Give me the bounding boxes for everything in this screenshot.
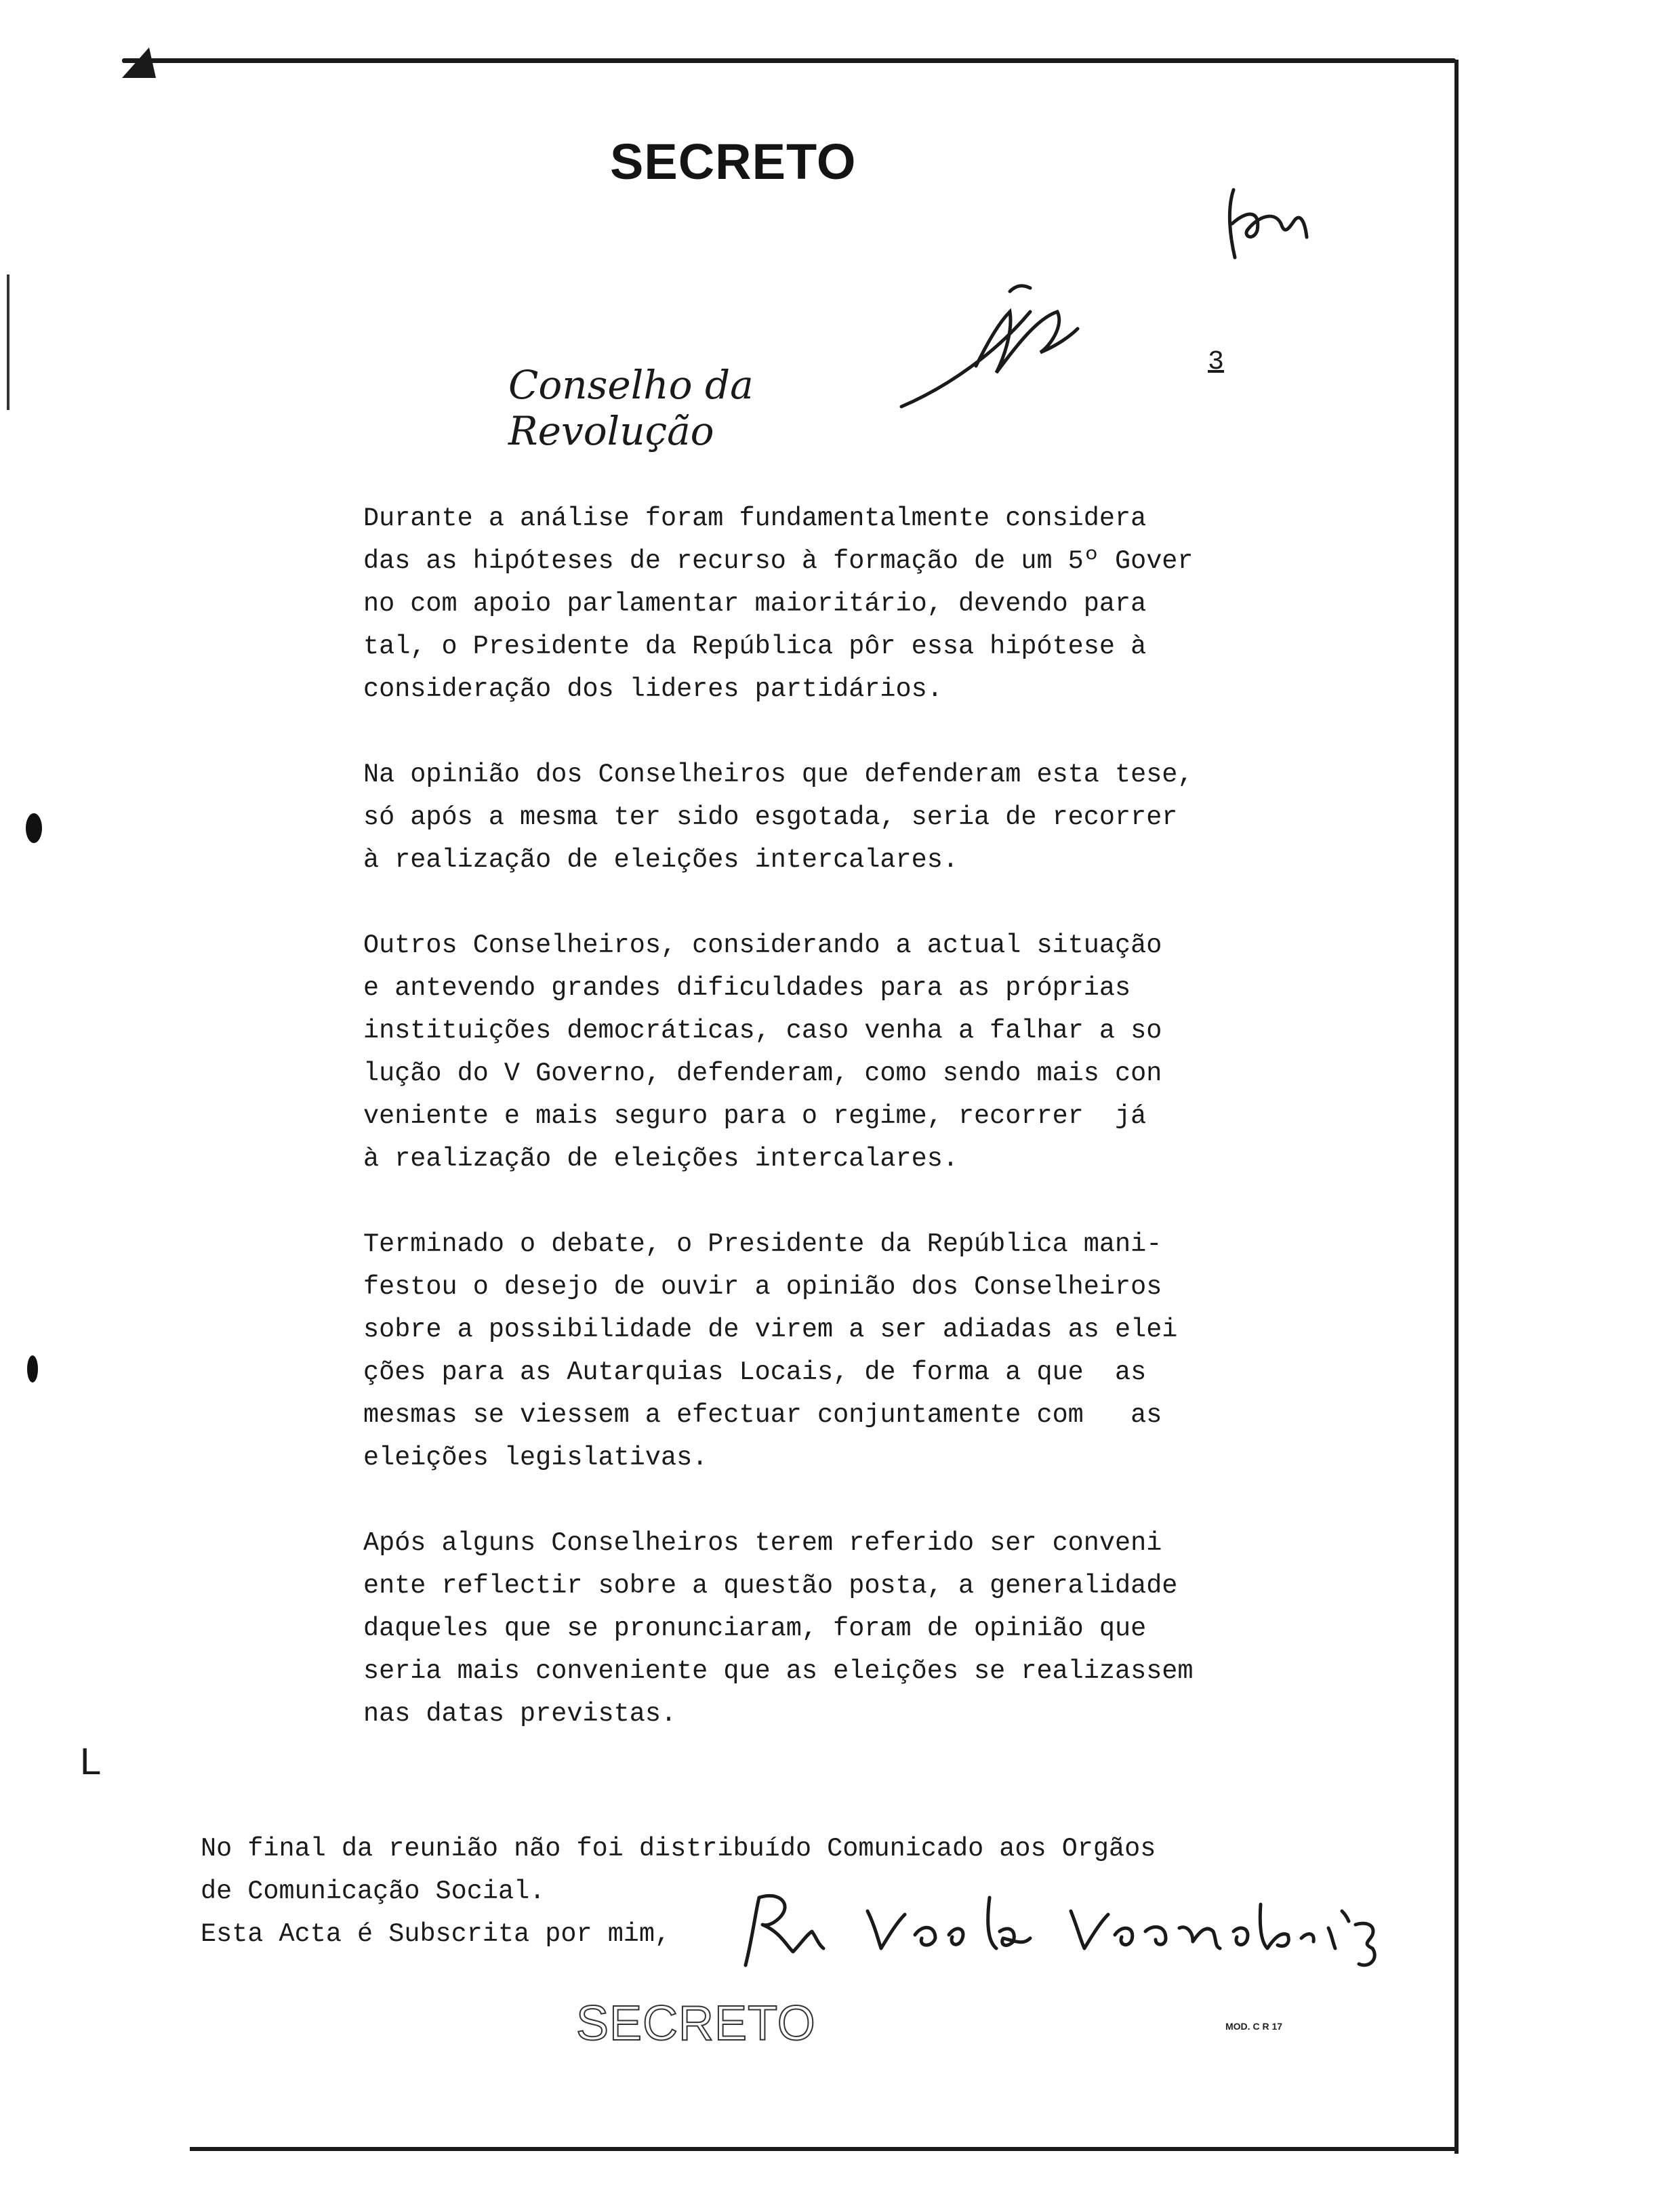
frame-right-line xyxy=(1454,60,1459,2154)
letterhead: Conselho da Revolução xyxy=(508,362,754,454)
punch-hole xyxy=(27,1355,38,1382)
closing-line: No final da reunião não foi distribuído Comunicado aos Orgãos xyxy=(201,1834,1156,1864)
paragraph: Após alguns Conselheiros terem referido ser conveni ente reflectir sobre a questão posta, a generalidade daqueles que se pronunciaram, foram de opinião que seria mais conveniente que as eleições se realizassem nas datas previstas. xyxy=(363,1528,1194,1729)
punch-hole xyxy=(26,813,42,843)
signature-mark-icon xyxy=(895,271,1112,420)
paragraph: Terminado o debate, o Presidente da República mani- festou o desejo de ouvir a opinião dos Conselheiros sobre a possibilidade de virem a ser adiadas as elei ções para as Autarquias Locais, de forma a que as mesmas se viessem a efectuar conjuntamente com as eleições legislativas. xyxy=(363,1229,1178,1473)
secret-stamp-bottom: SECRETO xyxy=(576,1996,816,2051)
page-number: 3 xyxy=(1208,347,1225,377)
closing-line: de Comunicação Social. xyxy=(201,1877,546,1906)
frame-top-line xyxy=(122,58,1456,63)
paragraph: Outros Conselheiros, considerando a actual situação e antevendo grandes dificuldades para as próprias instituições democráticas, caso venha a falhar a so lução do V Governo, defenderam, como sendo mais con veniente e mais seguro para o regime, recorrer já à realização de eleições intercalares. xyxy=(363,930,1162,1174)
form-code: MOD. C R 17 xyxy=(1225,2021,1283,2032)
paragraph: Durante a análise foram fundamentalmente considera das as hipóteses de recurso à formação de um 5º Gover no com apoio parlamentar maioritário, devendo para tal, o Presidente da República pôr essa hipótese à consideração dos lideres partidários. xyxy=(363,504,1194,704)
handwritten-signature-icon xyxy=(732,1884,1396,1972)
secret-stamp-top: SECRETO xyxy=(610,134,857,190)
body-text xyxy=(363,497,1299,1778)
frame-left-mark xyxy=(7,274,9,410)
closing-line: Esta Acta é Subscrita por mim, xyxy=(201,1919,671,1949)
handwritten-initials-icon xyxy=(1220,183,1315,264)
margin-mark: L xyxy=(80,1740,102,1782)
paragraph: Na opinião dos Conselheiros que defenderam esta tese, só após a mesma ter sido esgotada, seria de recorrer à realização de eleições intercalares. xyxy=(363,760,1194,875)
frame-bottom-line xyxy=(190,2147,1459,2151)
corner-mark xyxy=(122,47,156,78)
